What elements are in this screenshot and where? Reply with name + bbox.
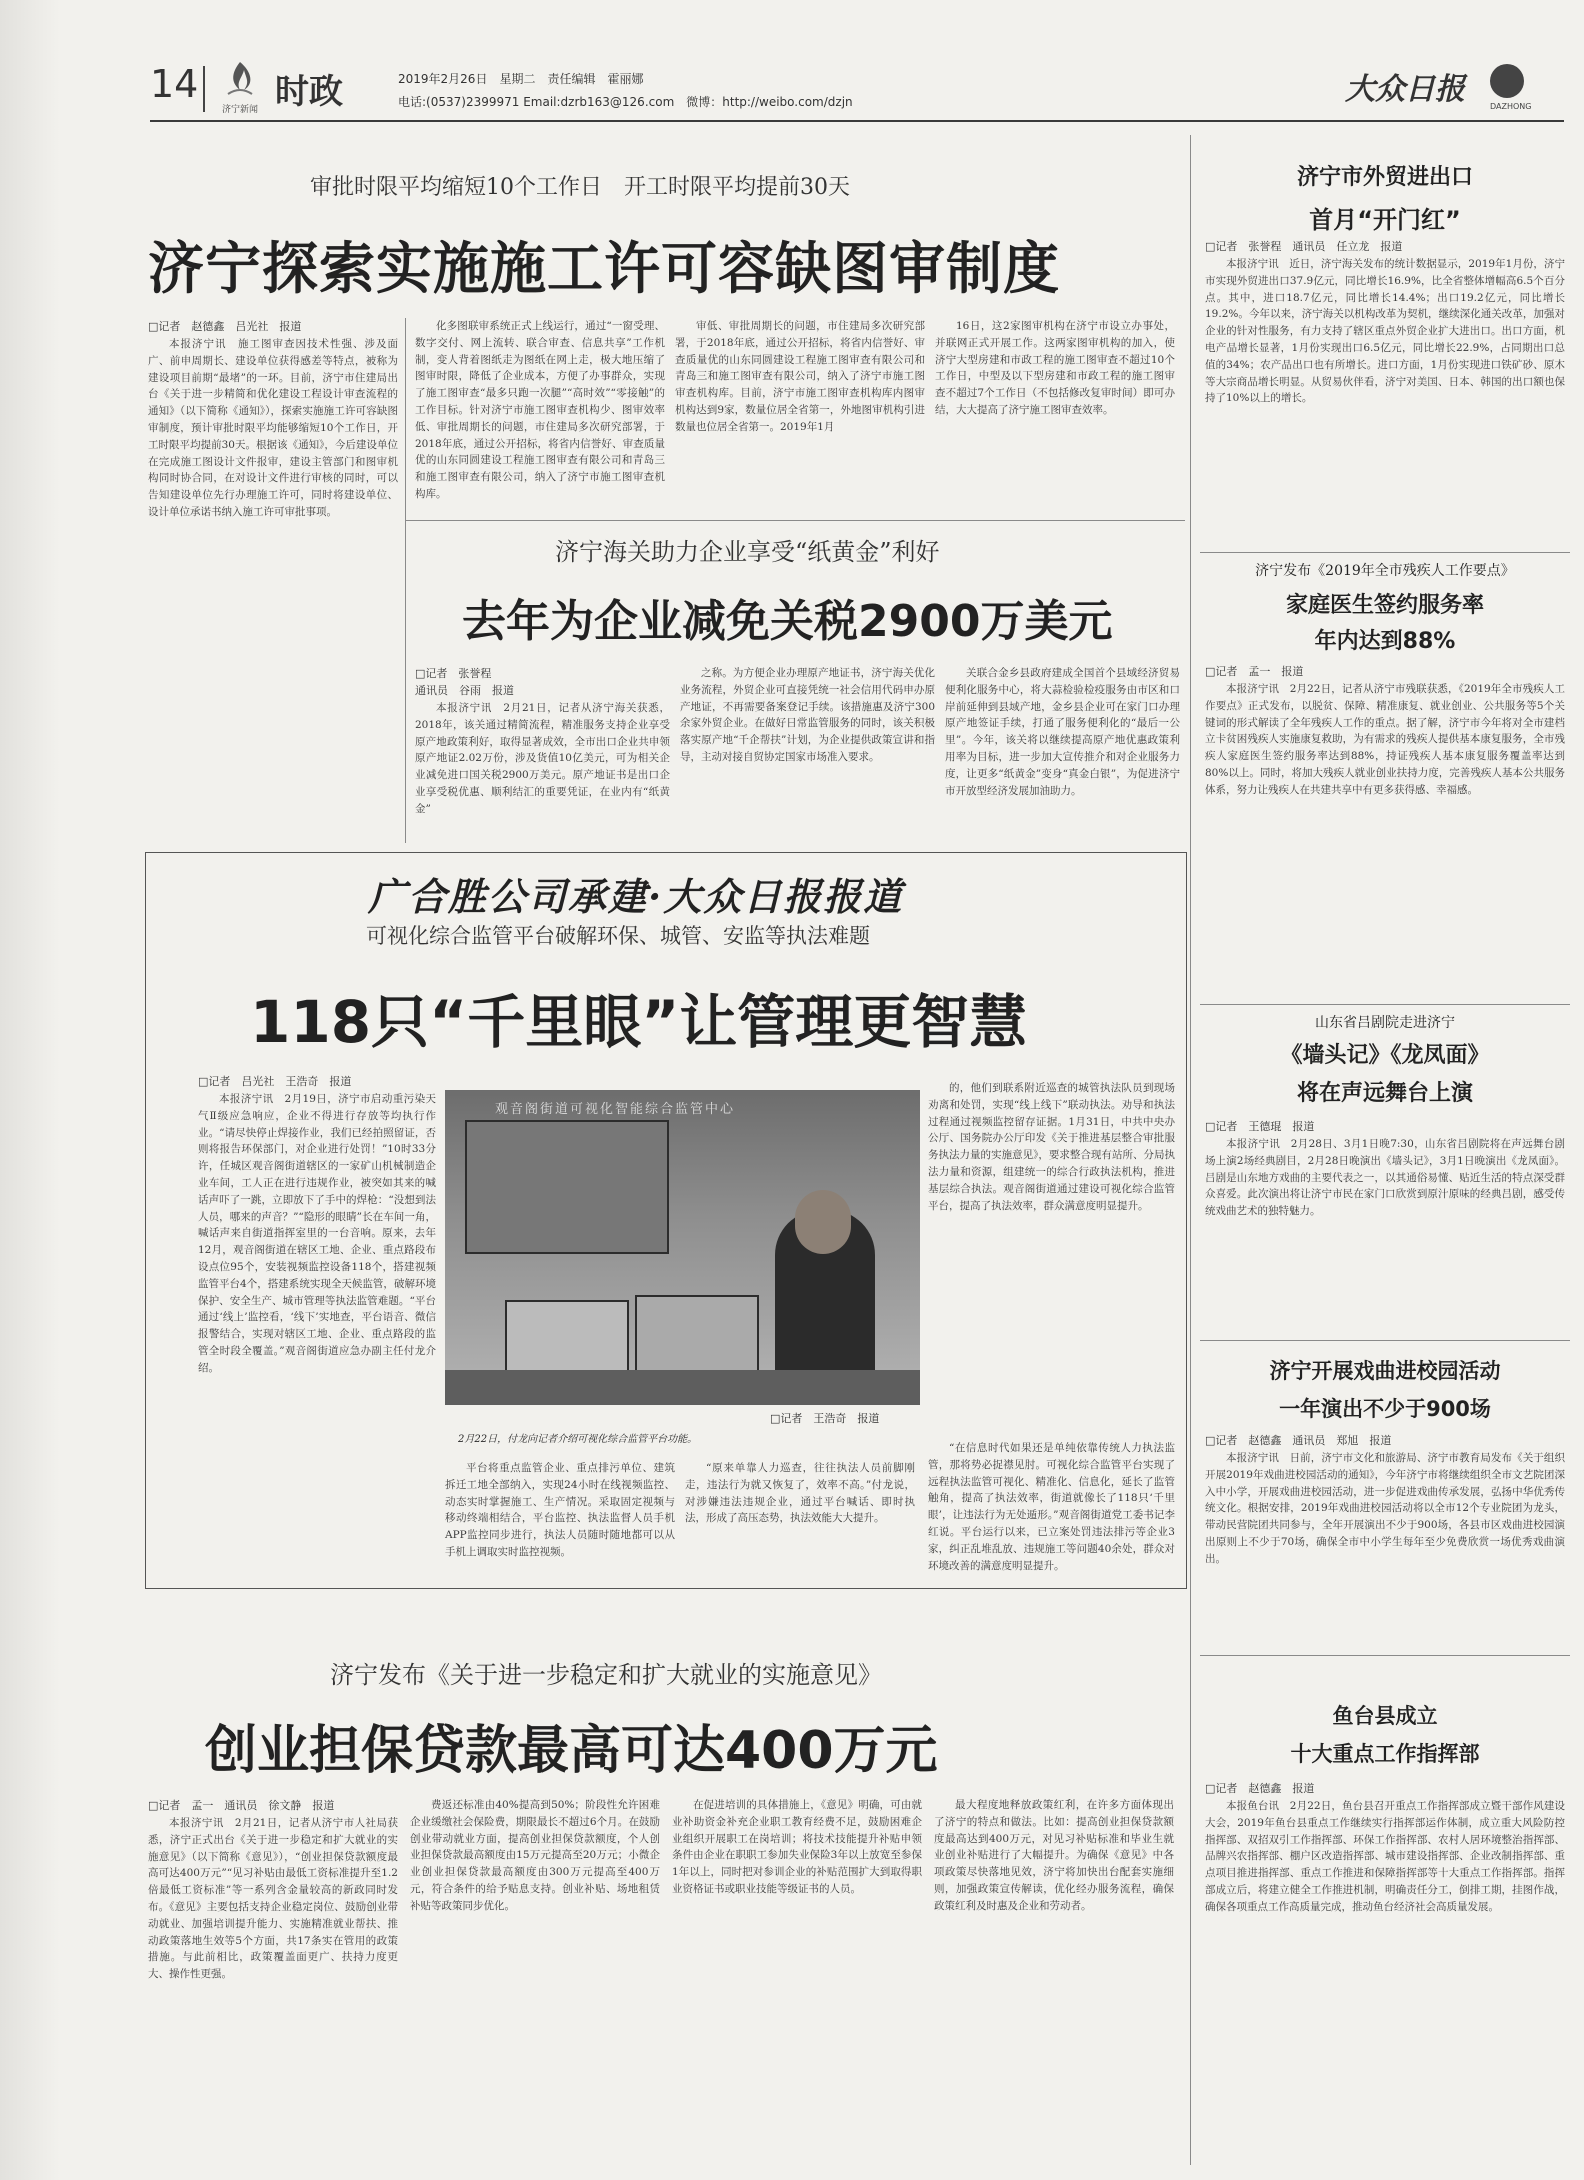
sidebar-s5-body (1205, 1798, 1565, 2160)
article2-column-3 (945, 665, 1180, 835)
article3-text-5: “在信息时代如果还是单纯依靠传统人力执法监管，那将势必捉襟见肘。可视化综合监管平台实现了远程执法监管可视化、精准化、信息化，延长了监管触角，提高了执法效率，街道就像长了118只‘千里眼’，让违法行为无处遁形。”观音阁街道党工委书记李红说。平台运行以来，已立案处罚违法排污等企业3家，纠正乱堆乱放、违规施工等问题40余处，群众对环境改善的满意度明显提升。 (928, 1442, 1175, 1572)
sidebar-s2-text: 本报济宁讯 2月22日，记者从济宁市残联获悉，《2019年全市残疾人工作要点》正式发布，以脱贫、保障、精准康复、就业创业、公共服务等5个关键词的形式解读了全年残疾人工作的重点。据了解，济宁市今年将对全市建档立卡贫困残疾人实施康复救助，为有需求的残疾人提供基本康复服务，全市残疾人家庭医生签约服务率达到88%，持证残疾人基本康复服务覆盖率达到80%以上。同时，将加大残疾人就业创业扶持力度，完善残疾人基本公共服务体系，努力让残疾人在共建共享中有更多获得感、幸福感。 (1205, 683, 1565, 796)
article3-byline: □记者 吕光社 王浩奇 报道 (198, 1075, 352, 1088)
article3-column-3 (685, 1460, 915, 1578)
article4-column-3 (672, 1797, 922, 2160)
sidebar-s2-byline: □记者 孟一 报道 (1205, 665, 1304, 678)
contact-line: 电话:(0537)2399971 Email:dzrb163@126.com 微博：http://weibo.com/dzjn (398, 95, 853, 109)
sidebar-s3-byline: □记者 王德琨 报道 (1205, 1120, 1315, 1133)
article1-text-1: 本报济宁讯 施工图审查因技术性强、涉及面广、前申周期长、建设单位获得感差等特点，被称为建设项目前期“最堵”的一环。目前，济宁市住建局出台《关于进一步精简和优化建设工程设计审查流程的通知》（以下简称《通知》），探索实施施工许可容缺图审制度，预计审批时限平均能够缩短10个工作日，开工时限平均提前30天。根据该《通知》，今后建设单位在完成施工图设计文件报审，建设主管部门和图审机构同时协合同，在对设计文件进行审核的同时，可以告知建设单位先行办理施工许可，同时将建设单位、设计单位承诺书纳入施工许可审批事项。 (148, 338, 398, 518)
sidebar-s4-body (1205, 1450, 1565, 1650)
article4-column-1 (148, 1815, 398, 2160)
article3-column-5 (928, 1440, 1175, 1578)
sidebar-s4-title-1: 济宁开展戏曲进校园活动 (1269, 1359, 1501, 1383)
photo-desk (445, 1370, 920, 1405)
article3-column-4 (928, 1080, 1175, 1440)
sidebar-s3-body (1205, 1136, 1565, 1336)
article2-byline-2: 通讯员 谷雨 报道 (415, 684, 514, 697)
sidebar-s3-kicker: 山东省吕剧院走进济宁 (1315, 1015, 1455, 1031)
article3-column-1 (198, 1091, 436, 1576)
article3-text-3: “原来单靠人力巡查，往往执法人员前脚刚走，违法行为就又恢复了，效率不高。”付龙说，对涉嫌违法违规企业，通过平台喊话、即时执法，形成了高压态势，执法效能大大提升。 (685, 1462, 915, 1525)
sidebar-s3-title-1: 《墙头记》《龙凤面》 (1280, 1043, 1490, 1068)
article1-kicker: 审批时限平均缩短10个工作日 开工时限平均提前30天 (310, 175, 850, 200)
sidebar-s1-title-1: 济宁市外贸进出口 (1296, 165, 1473, 190)
article1-column-2 (415, 318, 665, 500)
sidebar-s1-text: 本报济宁讯 近日，济宁海关发布的统计数据显示，2019年1月份，济宁市实现外贸进出口37.9亿元，同比增长16.9%，比全省整体增幅高6.5个百分点。其中，进口18.7亿元，同比增长14.4%；出口19.2亿元，同比增长19.2%。今年以来，济宁海关以机构改革为契机，继续深化通关改革，加强对企业的针对性服务，有力支持了辖区重点外贸企业扩大进出口。出口方面，机电产品增长显著，1月份实现出口6.5亿元，同比增长22.9%，占同期出口总值的34%；农产品出口也有所增长。进口方面，1月份实现进口铁矿砂、原木等大宗商品增长明显。从贸易伙伴看，济宁对美国、日本、韩国的出口额也保持了10%以上的增长。 (1205, 258, 1565, 405)
article3-photo-credit: □记者 王浩奇 报道 (770, 1412, 880, 1425)
article2-text-2: 之称。为方便企业办理原产地证书，济宁海关优化业务流程，外贸企业可直接凭统一社会信用代码申办原产地证，不再需要备案登记手续。该措施惠及济宁300余家外贸企业。在做好日常监管服务的同时，该关积极落实原产地“千企帮扶”计划，为企业提供政策宣讲和指导，主动对接自贸协定国家市场准入要求。 (680, 667, 935, 763)
sidebar-rule-2 (1200, 1004, 1570, 1005)
sidebar-s3-text: 本报济宁讯 2月28日、3月1日晚7:30，山东省吕剧院将在声远舞台剧场上演2场经典剧目，2月28日晚演出《墙头记》，3月1日晚演出《龙凤面》。吕剧是山东地方戏曲的主要代表之一，以其通俗易懂、贴近生活的特点深受群众喜爱。此次演出将让济宁市民在家门口欣赏到原汁原味的经典吕剧，感受传统戏曲艺术的独特魅力。 (1205, 1138, 1565, 1218)
article4-column-2 (410, 1797, 660, 2160)
article3-kicker: 可视化综合监管平台破解环保、城管、安监等执法难题 (366, 924, 870, 948)
article3-column-2 (445, 1460, 675, 1578)
sidebar-s5-byline: □记者 赵德鑫 报道 (1205, 1782, 1315, 1795)
article1-headline: 济宁探索实施施工许可容缺图审制度 (148, 237, 1060, 302)
sidebar-rule-4 (1200, 1655, 1570, 1656)
article1-text-4: 16日，这2家图审机构在济宁市设立办事处，并联网正式开展工作。这两家图审机构的加入，使济宁大型房建和市政工程的施工图审查不超过10个工作日，中型及以下型房建和市政工程的施工图审查不超过7个工作日（不包括修改复审时间）即可办结，大大提高了济宁施工图审查效率。 (935, 320, 1175, 416)
article-rule-1 (405, 520, 1185, 521)
article3-headline: 118只“千里眼”让管理更智慧 (250, 988, 1028, 1056)
article2-byline-1: □记者 张誉程 (415, 667, 492, 680)
article4-text-2: 费返还标准由40%提高到50%；阶段性允许困难企业缓缴社会保险费，期限最长不超过6个月。在鼓励创业带动就业方面，提高创业担保贷款额度，个人创业担保贷款最高额度由15万元提高至20万元；小微企业创业担保贷款最高额度由300万元提高至400万元，符合条件的给予贴息支持。创业补贴、场地租赁补贴等政策同步优化。 (410, 1799, 660, 1912)
sidebar-rule-3 (1200, 1340, 1570, 1341)
logo-caption: 济宁新闻 (221, 105, 258, 115)
article4-text-1: 本报济宁讯 2月21日，记者从济宁市人社局获悉，济宁正式出台《关于进一步稳定和扩大就业的实施意见》（以下简称《意见》），“创业担保贷款额度最高可达400万元”“见习补贴由最低工资标准提升至1.2倍最低工资标准”等一系列含金量较高的新政同时发布。《意见》主要包括支持企业稳定岗位、鼓励创业带动就业、加强培训提升能力、实施精准就业帮扶、推动政策落地生效等5个方面，共17条实在管用的政策措施。与此前相比，政策覆盖面更广、扶持力度更大、操作性更强。 (148, 1817, 398, 1981)
date-line: 2019年2月26日 星期二 责任编辑 霍丽娜 (398, 72, 644, 86)
page-number: 14 (150, 62, 199, 106)
article3-photo-caption: 2月22日，付龙向记者介绍可视化综合监管平台功能。 (458, 1434, 698, 1445)
article2-column-1 (415, 700, 670, 835)
sidebar-s2-body (1205, 681, 1565, 1011)
article1-column-3 (675, 318, 925, 448)
sidebar-s5-title-1: 鱼台县成立 (1332, 1704, 1438, 1728)
article1-byline: □记者 赵德鑫 吕光社 报道 (148, 320, 302, 333)
sidebar-s2-title-1: 家庭医生签约服务率 (1285, 593, 1484, 618)
article2-headline: 去年为企业减免关税2900万美元 (462, 596, 1113, 647)
article4-headline: 创业担保贷款最高可达400万元 (205, 1721, 938, 1781)
article2-kicker: 济宁海关助力企业享受“纸黄金”利好 (555, 538, 940, 566)
masthead-rule (150, 120, 1564, 122)
photo-monitor-2 (635, 1295, 759, 1374)
paper-logo-icon (1490, 64, 1524, 98)
page-number-divider (203, 66, 205, 112)
sidebar-rule-1 (1200, 552, 1570, 553)
photo-person-head (795, 1190, 851, 1254)
section-name: 时政 (275, 72, 343, 112)
article3-text-1: 本报济宁讯 2月19日，济宁市启动重污染天气Ⅱ级应急响应，企业不得进行存放等均执行作业。“请尽快停止焊接作业，我们已经拍照留证，否则将报告环保部门，对企业进行处罚！”10时33分许，任城区观音阁街道辖区的一家矿山机械制造企业车间，工人正在进行违规作业，被突如其来的喊话声吓了一跳，立即放下了手中的焊枪：“没想到法人员，哪来的声音？”“隐形的眼睛”长在车间一角，喊话声来自街道指挥室里的一台音响。原来，去年12月，观音阁街道在辖区工地、企业、重点路段布设点位95个，安装视频监控设备118个，搭建视频监管平台4个，搭建系统实现全天候监管，破解环境保护、安全生产、城市管理等执法监管难题。“平台通过‘线上’监控看，‘线下’实地查，平台语音、微信报警结合，实现对辖区工地、企业、重点路段的监管全时段全覆盖。”观音阁街道应急办副主任付龙介绍。 (198, 1093, 436, 1374)
photo-monitor-1 (505, 1300, 629, 1374)
article1-column-4 (935, 318, 1175, 448)
article3-text-2: 平台将重点监管企业、重点排污单位、建筑拆迁工地全部纳入，实现24小时在线视频监控、动态实时掌握施工、生产情况。采取固定视频与移动终端相结合，平台监控、执法监督人员手机APP监控同步进行，执法人员随时随地都可以从手机上调取实时监控视频。 (445, 1462, 675, 1558)
article1-column-1 (148, 336, 398, 836)
article2-text-1: 本报济宁讯 2月21日，记者从济宁海关获悉，2018年，该关通过精简流程，精准服务支持企业享受原产地政策利好，取得显著成效，全市出口企业共申领原产地证2.02万份，涉及货值10亿美元，可为相关企业减免进口国关税2900万美元。原产地证书是出口企业享受税优惠、顺利结汇的重要凭证，在业内有“纸黄金” (415, 702, 670, 815)
sidebar-s2-title-2: 年内达到88% (1314, 629, 1456, 654)
paper-brand: DAZHONG (1490, 102, 1532, 111)
photo-wall-banner: 观音阁街道可视化智能综合监管中心 (495, 1102, 736, 1117)
sidebar-divider (1190, 135, 1191, 2165)
article4-kicker: 济宁发布《关于进一步稳定和扩大就业的实施意见》 (330, 1661, 882, 1689)
photo-video-wall (465, 1120, 669, 1254)
article2-text-3: 关联合金乡县政府建成全国首个县域经济贸易便利化服务中心，将大蒜检验检疫服务由市区和口岸前延伸到县域产地，金乡县企业可在家门口办理原产地签证手续，打通了服务便利化的“最后一公里”。今年，该关将以继续提高原产地优惠政策利用率为目标，进一步加大宣传推介和对企业服务力度，让更多“纸黄金”变身“真金白银”，为促进济宁市开放型经济发展加油助力。 (945, 667, 1180, 797)
page-binding-shadow (0, 0, 60, 2180)
jining-news-logo (210, 58, 270, 118)
sidebar-s5-title-2: 十大重点工作指挥部 (1290, 1742, 1480, 1766)
paper-name: 大众日报 (1345, 72, 1465, 107)
sidebar-s4-text: 本报济宁讯 日前，济宁市文化和旅游局、济宁市教育局发布《关于组织开展2019年戏曲进校园活动的通知》，今年济宁市将继续组织全市文艺院团深入中小学，开展戏曲进校园活动，进一步促进戏曲传承发展，弘扬中华优秀传统文化。根据安排，2019年戏曲进校园活动将以全市12个专业院团为龙头，带动民营院团共同参与，全年开展演出不少于900场，各县市区戏曲进校园演出原则上不少于70场，确保全市中小学生每年至少免费欣赏一场优秀戏曲演出。 (1205, 1452, 1565, 1565)
article2-column-2 (680, 665, 935, 835)
sidebar-s4-byline: □记者 赵德鑫 通讯员 郑旭 报道 (1205, 1434, 1392, 1447)
sidebar-s1-title-2: 首月“开门红” (1309, 206, 1461, 234)
sidebar-s5-text: 本报鱼台讯 2月22日，鱼台县召开重点工作指挥部成立暨干部作风建设大会，2019年鱼台县重点工作继续实行指挥部运作体制，成立重大风险防控指挥部、双招双引工作指挥部、环保工作指挥部、农村人居环境整治指挥部、品牌兴农指挥部、棚户区改造指挥部、城市建设指挥部、企业改制指挥部、重点项目推进指挥部、重点工作推进和保障指挥部等十大重点工作指挥部。指挥部成立后，将建立健全工作推进机制，明确责任分工，倒排工期，挂图作战，确保各项重点工作高质量完成，推动鱼台经济社会高质量发展。 (1205, 1800, 1565, 1913)
sidebar-s1-byline: □记者 张誉程 通讯员 任立龙 报道 (1205, 240, 1403, 253)
sidebar-s4-title-2: 一年演出不少于900场 (1279, 1397, 1491, 1421)
article4-byline: □记者 孟一 通讯员 徐文静 报道 (148, 1799, 335, 1812)
sidebar-s1-body (1205, 256, 1565, 546)
article4-text-4: 最大程度地释放政策红利，在许多方面体现出了济宁的特点和做法。比如：提高创业担保贷款额度最高达到400万元，对见习补贴标准和毕业生就业创业补贴进行了大幅提升。为确保《意见》中各项政策尽快落地见效，济宁将加快出台配套实施细则，加强政策宣传解读，优化经办服务流程，确保政策红利及时惠及企业和劳动者。 (934, 1799, 1174, 1912)
sidebar-s2-kicker: 济宁发布《2019年全市残疾人工作要点》 (1255, 563, 1515, 579)
article1-text-2: 化多图联审系统正式上线运行，通过“一窗受理、数字交付、网上流转、联合审查、信息共享”工作机制，变人背着图纸走为图纸在网上走，极大地压缩了图审时限，降低了企业成本，方便了办事群众，实现了施工图审查“最多只跑一次腿”“高时效”“零接触”的工作目标。针对济宁市施工图审查机构少、图审效率低、审批周期长的问题，市住建局多次研究部署，于2018年底，通过公开招标，将省内信誉好、审查质量优的山东同圆建设工程施工图审查有限公司和青岛三和施工图审查有限公司，纳入了济宁市施工图审查机构库。 (415, 320, 665, 500)
article3-text-4: 的，他们到联系附近巡查的城管执法队员到现场劝离和处罚，实现“线上线下”联动执法。劝导和执法过程通过视频监控留存证据。1月31日，中共中央办公厅、国务院办公厅印发《关于推进基层整合审批服务执法力量的实施意见》，要求整合现有站所、分局执法力量和资源，组建统一的综合行政执法机构，推进基层综合执法。观音阁街道通过建设可视化综合监管平台，提高了执法效率，群众满意度明显提升。 (928, 1082, 1175, 1212)
article1-text-3: 审低、审批周期长的问题，市住建局多次研究部署，于2018年底，通过公开招标，将省内信誉好、审查质量优的山东同圆建设工程施工图审查有限公司和青岛三和施工图审查有限公司，纳入了济宁市施工图审查机构库。目前，济宁市施工图审查机构库内图审机构达到9家，数量位居全省第一，外地图审机构引进数量也位居全省第一。2019年1月 (675, 320, 925, 433)
article4-column-4 (934, 1797, 1174, 2160)
flame-logo-icon (210, 58, 270, 102)
article3-photo (445, 1090, 920, 1405)
sidebar-s3-title-2: 将在声远舞台上演 (1296, 1081, 1473, 1106)
article4-text-3: 在促进培训的具体措施上，《意见》明确，可由就业补助资金补充企业职工教育经费不足，鼓励困难企业组织开展职工在岗培训；将技术技能提升补贴申领条件由企业在职职工参加失业保险3年以上放宽至参保1年以上，同时把对参训企业的补贴范围扩大到取得职业资格证书或职业技能等级证书的人员。 (672, 1799, 922, 1895)
article3-series-title: 广合胜公司承建·大众日报报道 (368, 874, 904, 919)
article1-col-divider (405, 318, 406, 843)
